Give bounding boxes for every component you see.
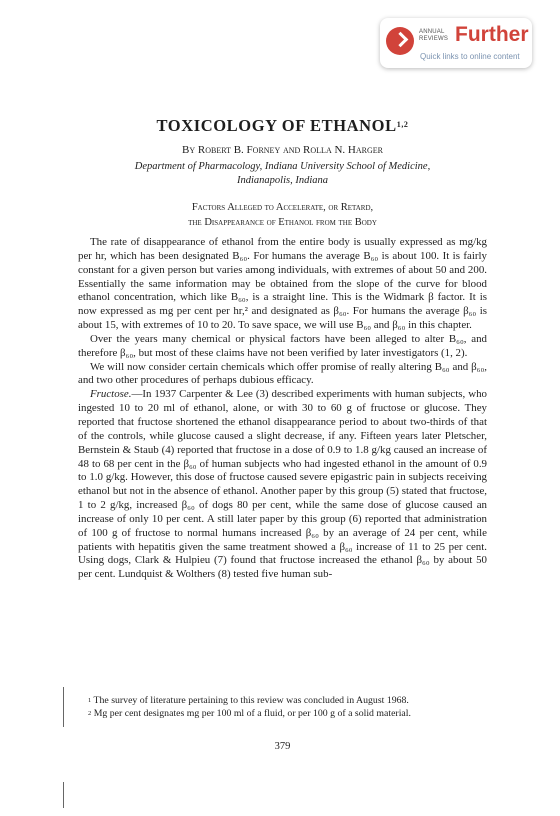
authors: By Robert B. Forney and Rolla N. Harger <box>182 144 383 156</box>
page-number: 379 <box>274 741 291 752</box>
margin-bar-top <box>63 687 64 727</box>
article-body <box>78 236 487 582</box>
further-link-badge[interactable] <box>380 18 532 68</box>
article-title: TOXICOLOGY OF ETHANOL$^{1,2}$ <box>156 116 409 135</box>
fructose-heading: Fructose. <box>90 388 132 401</box>
further-subtitle: Quick links to online content <box>420 52 520 61</box>
footnotes <box>78 694 487 720</box>
affiliation-line-1: Department of Pharmacology, Indiana University School of Medicine, <box>134 161 431 172</box>
paragraph: We will now consider certain chemicals which offer promise of really altering B₆₀ and β₆₀, and two other procedures of perhaps dubious efficacy. <box>78 360 487 387</box>
margin-bar-bottom <box>63 782 64 808</box>
section-heading: Factors Alleged to Accelerate, or Retard, the Disappearance of Ethanol from the Body <box>188 202 377 228</box>
further-label: Further <box>455 23 529 46</box>
paragraph: The rate of disappearance of ethanol from the entire body is usually expressed as mg/kg per hr, which has been designated B₆₀. For humans the average B₆₀ is about 100. It is fairly constant for a given person but varies among individuals, with extremes of about 50 and 200. Essentially the same information may be obtained from the slope of the curve for blood ethanol concentration, which like B₆₀, is a straight line. This is the Widmark β factor. It is now expressed as mg per cent per hr,² and designated as β₆₀. For humans the average β₆₀ is about 15, with extremes of 10 to 20. To save space, we will use B₆₀ and β₆₀ in this chapter. <box>78 236 487 332</box>
footnote-2: $^2$ Mg per cent designates mg per 100 ml of a fluid, or per 100 g of a solid material. <box>88 708 411 719</box>
chevron-right-icon <box>386 27 414 55</box>
fructose-paragraph: Fructose.—In 1937 Carpenter & Lee (3) described experiments with human subjects, who ingested 10 to 20 ml of ethanol, alone, or with 30 to 60 g of fructose or glucose. They reported that fructose shortened the ethanol disappearance period to about two-thirds of that of the controls, while glucose caused a slight decrease, if any. Fifteen years later Pletscher, Bernstein & Staub (4) reported that fructose in a dose of 0.9 to 1.8 g/kg caused an increase of 48 to 68 per cent in the β₆₀ of human subjects who had ingested ethanol in the amount of 0.9 to 1.0 g/kg. However, this dose of fructose caused severe epigastric pain in subjects receiving ethanol but not in the absence of ethanol. Another paper by this group (5) stated that fructose, 1 to 2 g/kg, increased β₆₀ of dogs 80 per cent, while the same dose of glucose caused an increase of only 10 per cent. A still later paper by this group (6) reported that administration of 100 g of fructose to normal humans increased β₆₀ by an average of 24 per cent, while patients with hepatitis given the same treatment showed a β₆₀ increase of 11 to 25 per cent. Using dogs, Clark & Hulpieu (7) found that fructose increased the ethanol β₆₀ by about 50 per cent. Lundquist & Wolthers (8) tested five human sub- <box>78 388 487 581</box>
footnote-1: $^1$ The survey of literature pertaining to this review was concluded in August 1968. <box>88 695 409 706</box>
affiliation-line-2: Indianapolis, Indiana <box>237 175 328 186</box>
paragraph: Over the years many chemical or physical factors have been alleged to alter B₆₀, and therefore β₆₀, but most of these claims have not been verified by later investigators (1, 2). <box>78 332 487 359</box>
annual-reviews-logo: ANNUAL REVIEWS <box>419 29 449 42</box>
article-page <box>78 116 487 752</box>
